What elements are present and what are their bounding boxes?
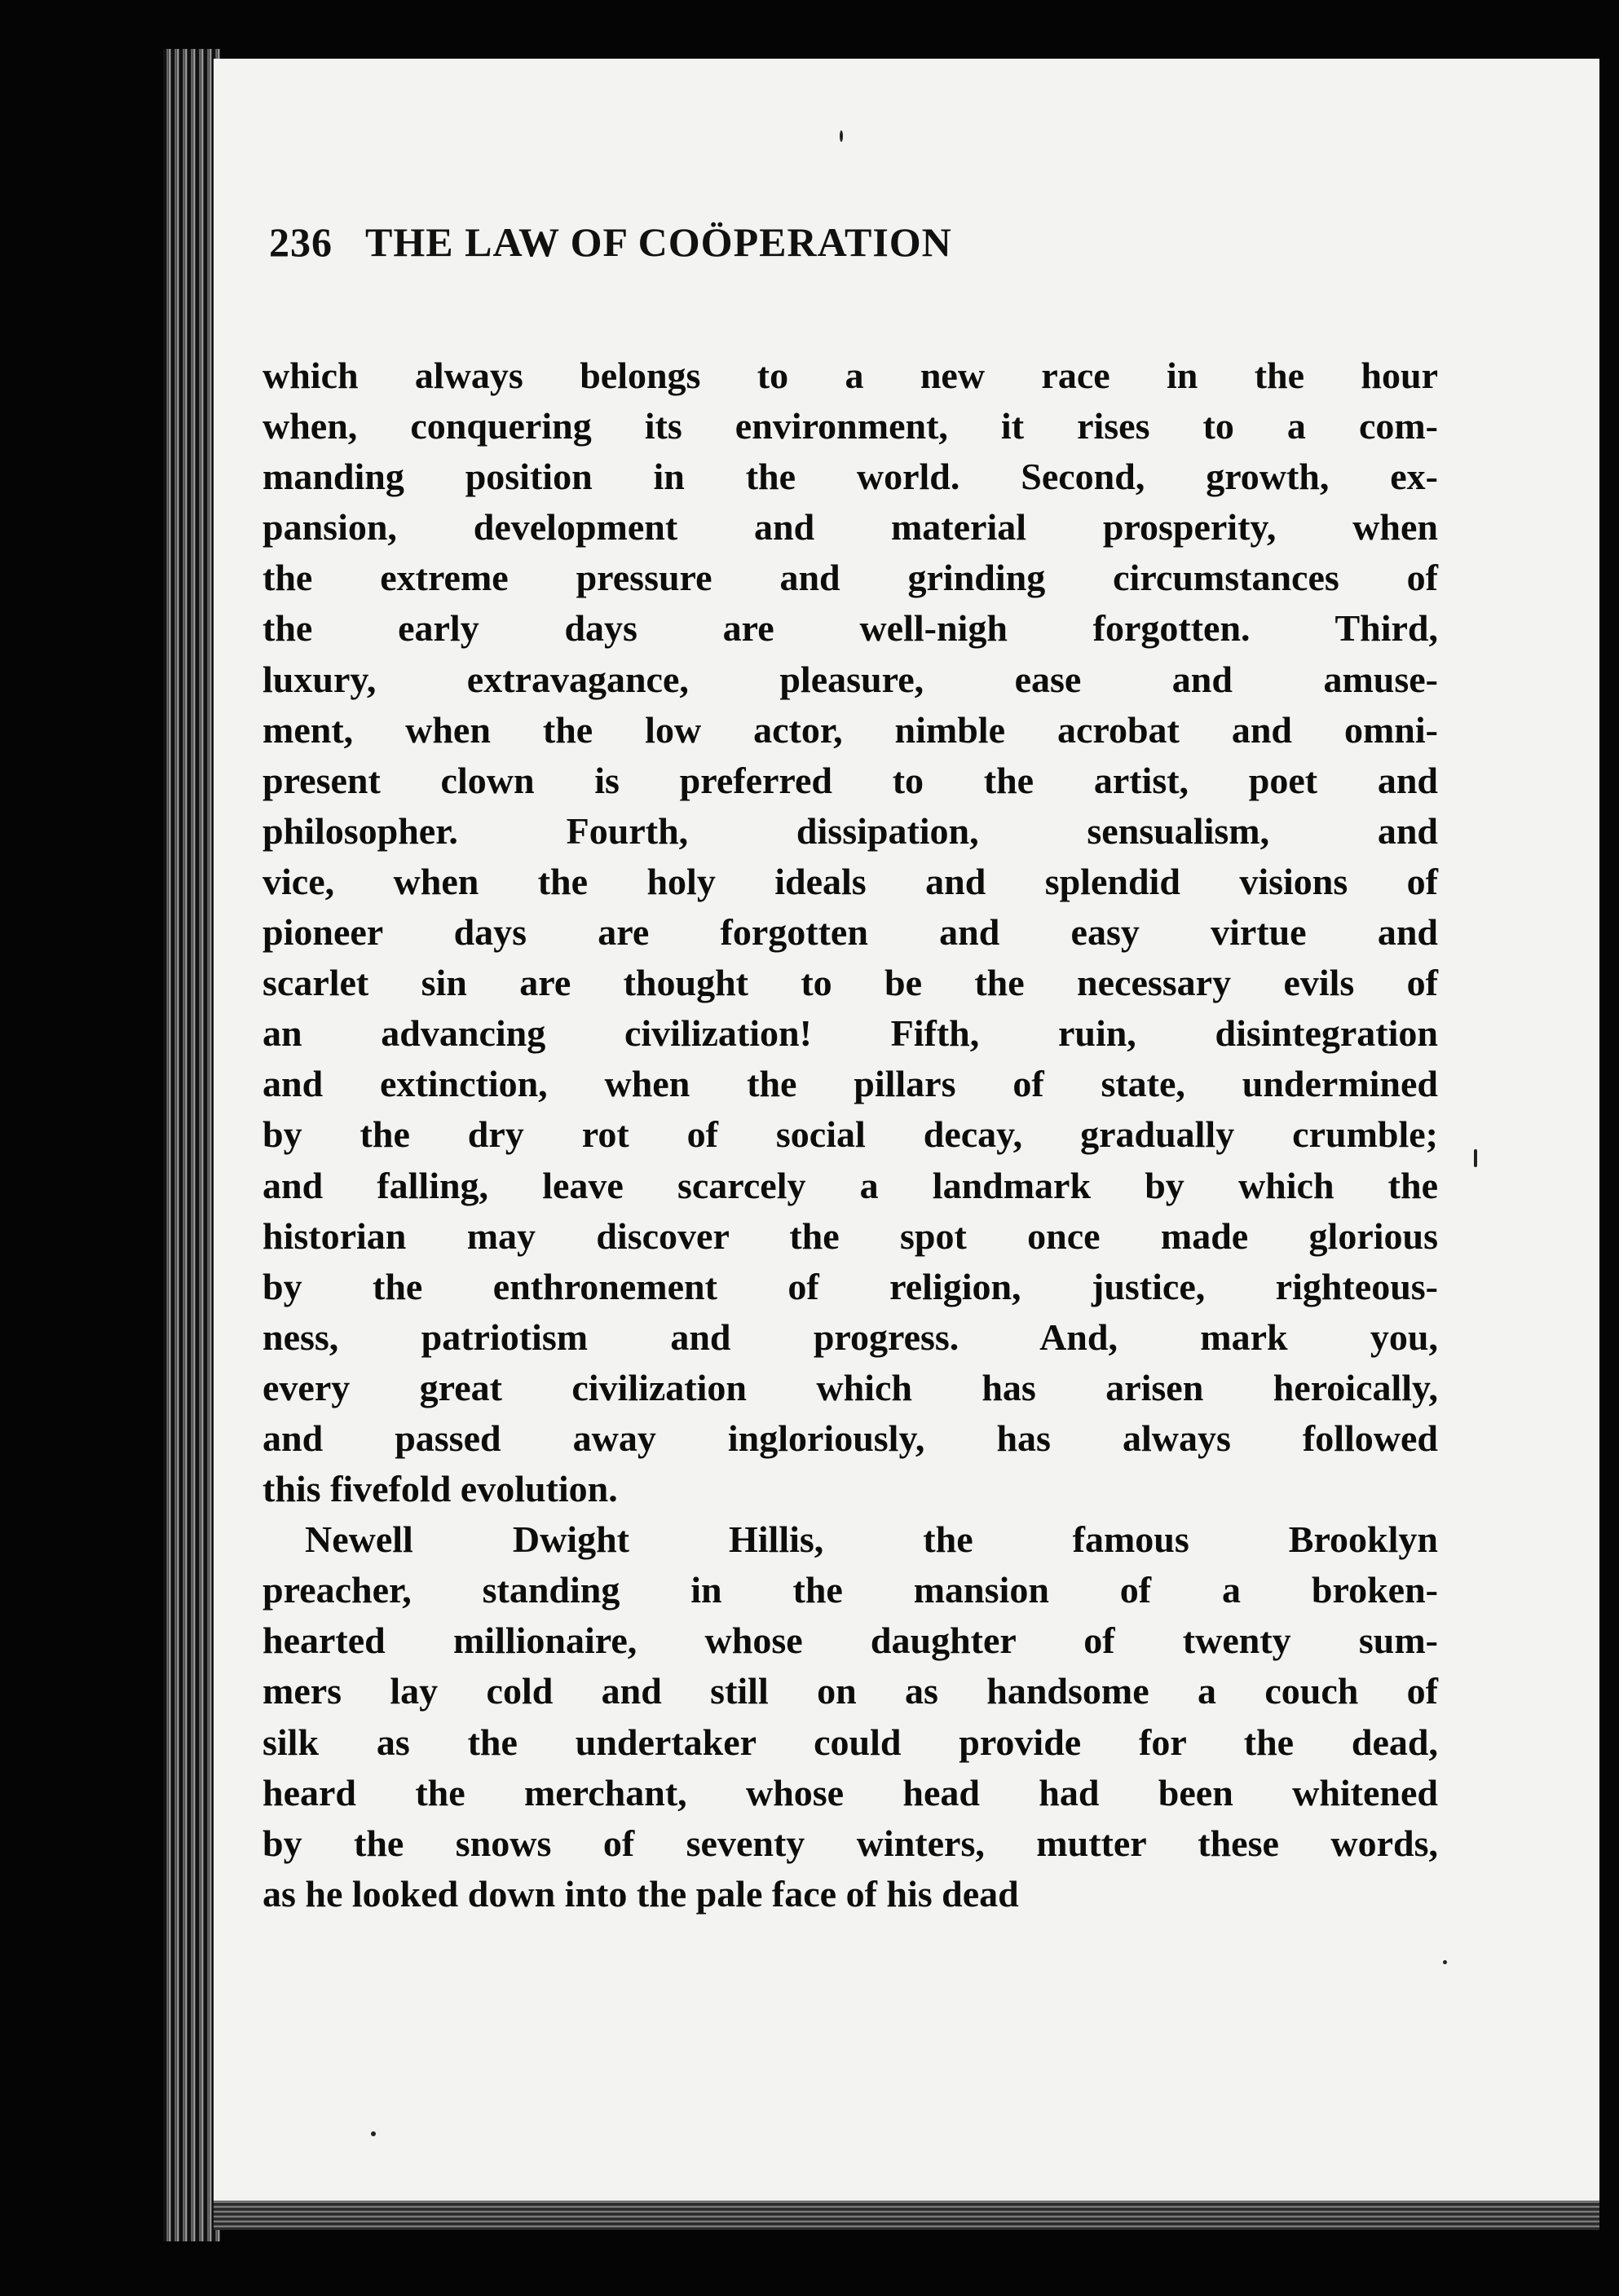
text-line: as he looked down into the pale face of his dead (262, 1872, 1019, 1915)
text-line: ment, when the low actor, nimble acrobat and omni- (262, 708, 1438, 751)
text-line: scarlet sin are thought to be the necessary evils of (262, 962, 1438, 1004)
scan-speck (371, 2131, 376, 2136)
paragraph (262, 1514, 1438, 1919)
running-title: THE LAW OF COÖPERATION (365, 219, 952, 265)
text-line: the extreme pressure and grinding circumstances of (262, 557, 1438, 599)
text-line: vice, when the holy ideals and splendid visions of (262, 860, 1438, 902)
text-line: and falling, leave scarcely a landmark by which the (262, 1164, 1438, 1206)
text-line: heard the merchant, whose head had been whitened (262, 1771, 1438, 1813)
text-line: by the snows of seventy winters, mutter these words, (262, 1822, 1438, 1864)
scan-speck (840, 130, 843, 142)
text-line: manding position in the world. Second, growth, ex- (262, 456, 1438, 498)
text-line: hearted millionaire, whose daughter of twenty sum- (262, 1620, 1438, 1662)
book-spine-edge (163, 49, 220, 2241)
text-line: present clown is preferred to the artist, poet and (262, 759, 1438, 801)
scan-speck (1474, 1149, 1477, 1167)
text-line: philosopher. Fourth, dissipation, sensualism, and (262, 809, 1438, 852)
page-stack-edge (214, 2201, 1599, 2230)
text-line: pioneer days are forgotten and easy virtue and (262, 911, 1438, 954)
text-line: historian may discover the spot once made glorious (262, 1214, 1438, 1257)
text-line: the early days are well-nigh forgotten. Third, (262, 607, 1438, 650)
text-line: when, conquering its environment, it rises to a com- (262, 405, 1438, 447)
text-line: pansion, development and material prosperity, when (262, 506, 1438, 549)
text-line: by the enthronement of religion, justice, righteous- (262, 1265, 1438, 1307)
text-line: which always belongs to a new race in the hour (262, 355, 1438, 396)
text-line: preacher, standing in the mansion of a broken- (262, 1569, 1438, 1611)
text-line: mers lay cold and still on as handsome a couch of (262, 1670, 1438, 1712)
page-number: 236 (269, 219, 333, 265)
scan-speck (1443, 1960, 1447, 1964)
text-line: an advancing civilization! Fifth, ruin, disintegration (262, 1012, 1438, 1055)
text-line: and passed away ingloriously, has always followed (262, 1417, 1438, 1459)
body-text (262, 350, 1438, 1919)
text-line: by the dry rot of social decay, gradually crumble; (262, 1113, 1438, 1156)
text-line: every great civilization which has arisen heroically, (262, 1366, 1438, 1408)
text-line: and extinction, when the pillars of state, undermined (262, 1063, 1438, 1105)
text-line: Newell Dwight Hillis, the famous Brooklyn (305, 1518, 1438, 1561)
text-line: silk as the undertaker could provide for the dead, (262, 1721, 1438, 1763)
paragraph (262, 350, 1438, 1514)
page-header (269, 218, 1280, 275)
text-line: this fivefold evolution. (262, 1468, 618, 1510)
text-line: ness, patriotism and progress. And, mark you, (262, 1315, 1438, 1358)
text-line: luxury, extravagance, pleasure, ease and amuse- (262, 658, 1438, 700)
